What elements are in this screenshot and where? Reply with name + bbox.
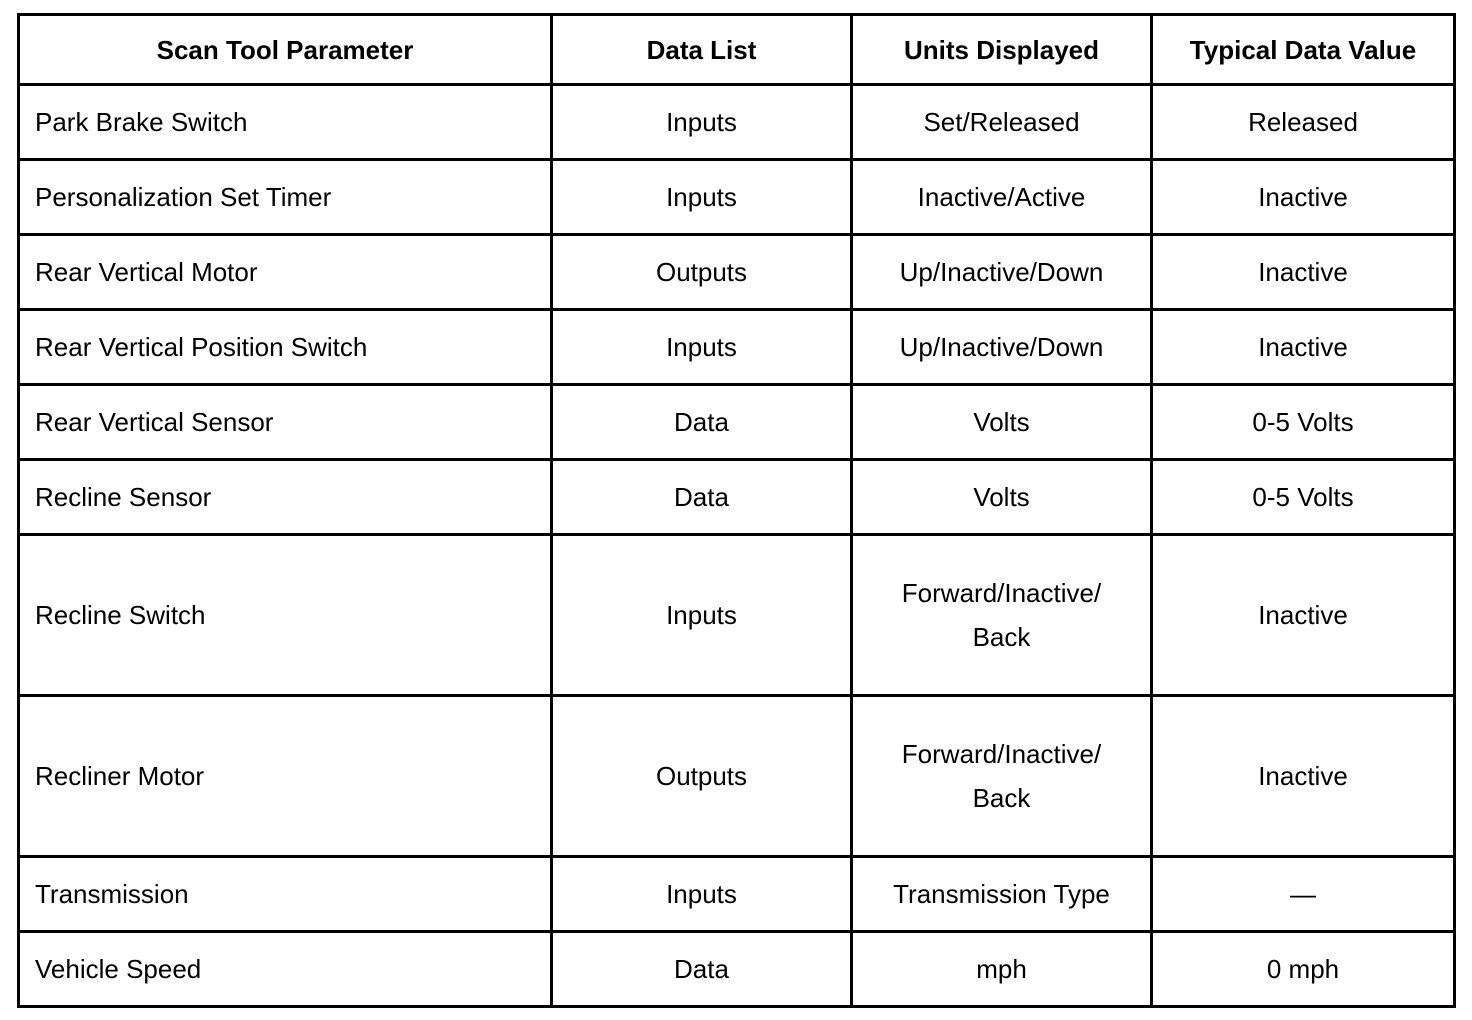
cell-parameter: Rear Vertical Sensor [19,385,552,460]
cell-parameter: Recliner Motor [19,696,552,857]
cell-units: Volts [852,460,1152,535]
cell-parameter: Recline Sensor [19,460,552,535]
cell-data-list: Inputs [552,535,852,696]
cell-data-list: Outputs [552,235,852,310]
cell-units-text: Forward/Inactive/ Back [901,739,1102,813]
cell-parameter: Personalization Set Timer [19,160,552,235]
table-row [19,385,1455,460]
cell-typical-value: 0 mph [1152,932,1455,1007]
scan-tool-data-table [17,13,1456,1008]
cell-units: Up/Inactive/Down [852,235,1152,310]
header-data-list: Data List [552,15,852,85]
cell-units [852,696,1152,857]
header-row [19,15,1455,85]
cell-typical-value: Inactive [1152,160,1455,235]
cell-data-list: Data [552,460,852,535]
table-row [19,857,1455,932]
table-row [19,85,1455,160]
cell-typical-value: Inactive [1152,535,1455,696]
cell-parameter: Rear Vertical Motor [19,235,552,310]
table-row [19,160,1455,235]
cell-units-text: Forward/Inactive/ Back [901,578,1102,652]
cell-parameter: Transmission [19,857,552,932]
table-row [19,310,1455,385]
cell-parameter: Park Brake Switch [19,85,552,160]
cell-typical-value: 0-5 Volts [1152,385,1455,460]
cell-data-list: Inputs [552,160,852,235]
cell-parameter: Rear Vertical Position Switch [19,310,552,385]
cell-parameter: Vehicle Speed [19,932,552,1007]
cell-units: Up/Inactive/Down [852,310,1152,385]
cell-typical-value: Inactive [1152,235,1455,310]
cell-data-list: Inputs [552,310,852,385]
cell-typical-value: 0-5 Volts [1152,460,1455,535]
cell-data-list: Inputs [552,857,852,932]
cell-data-list: Data [552,932,852,1007]
cell-data-list: Inputs [552,85,852,160]
cell-data-list: Data [552,385,852,460]
cell-units: Inactive/Active [852,160,1152,235]
header-scan-tool-parameter: Scan Tool Parameter [19,15,552,85]
header-units-displayed: Units Displayed [852,15,1152,85]
table-row [19,932,1455,1007]
table-row [19,235,1455,310]
cell-units: mph [852,932,1152,1007]
cell-typical-value: Inactive [1152,310,1455,385]
cell-data-list: Outputs [552,696,852,857]
table-row [19,535,1455,696]
cell-typical-value: Inactive [1152,696,1455,857]
table-row [19,696,1455,857]
cell-typical-value: Released [1152,85,1455,160]
cell-units: Volts [852,385,1152,460]
cell-units [852,535,1152,696]
cell-units: Set/Released [852,85,1152,160]
header-typical-data-value: Typical Data Value [1152,15,1455,85]
cell-parameter: Recline Switch [19,535,552,696]
table-row [19,460,1455,535]
cell-typical-value: — [1152,857,1455,932]
cell-units: Transmission Type [852,857,1152,932]
